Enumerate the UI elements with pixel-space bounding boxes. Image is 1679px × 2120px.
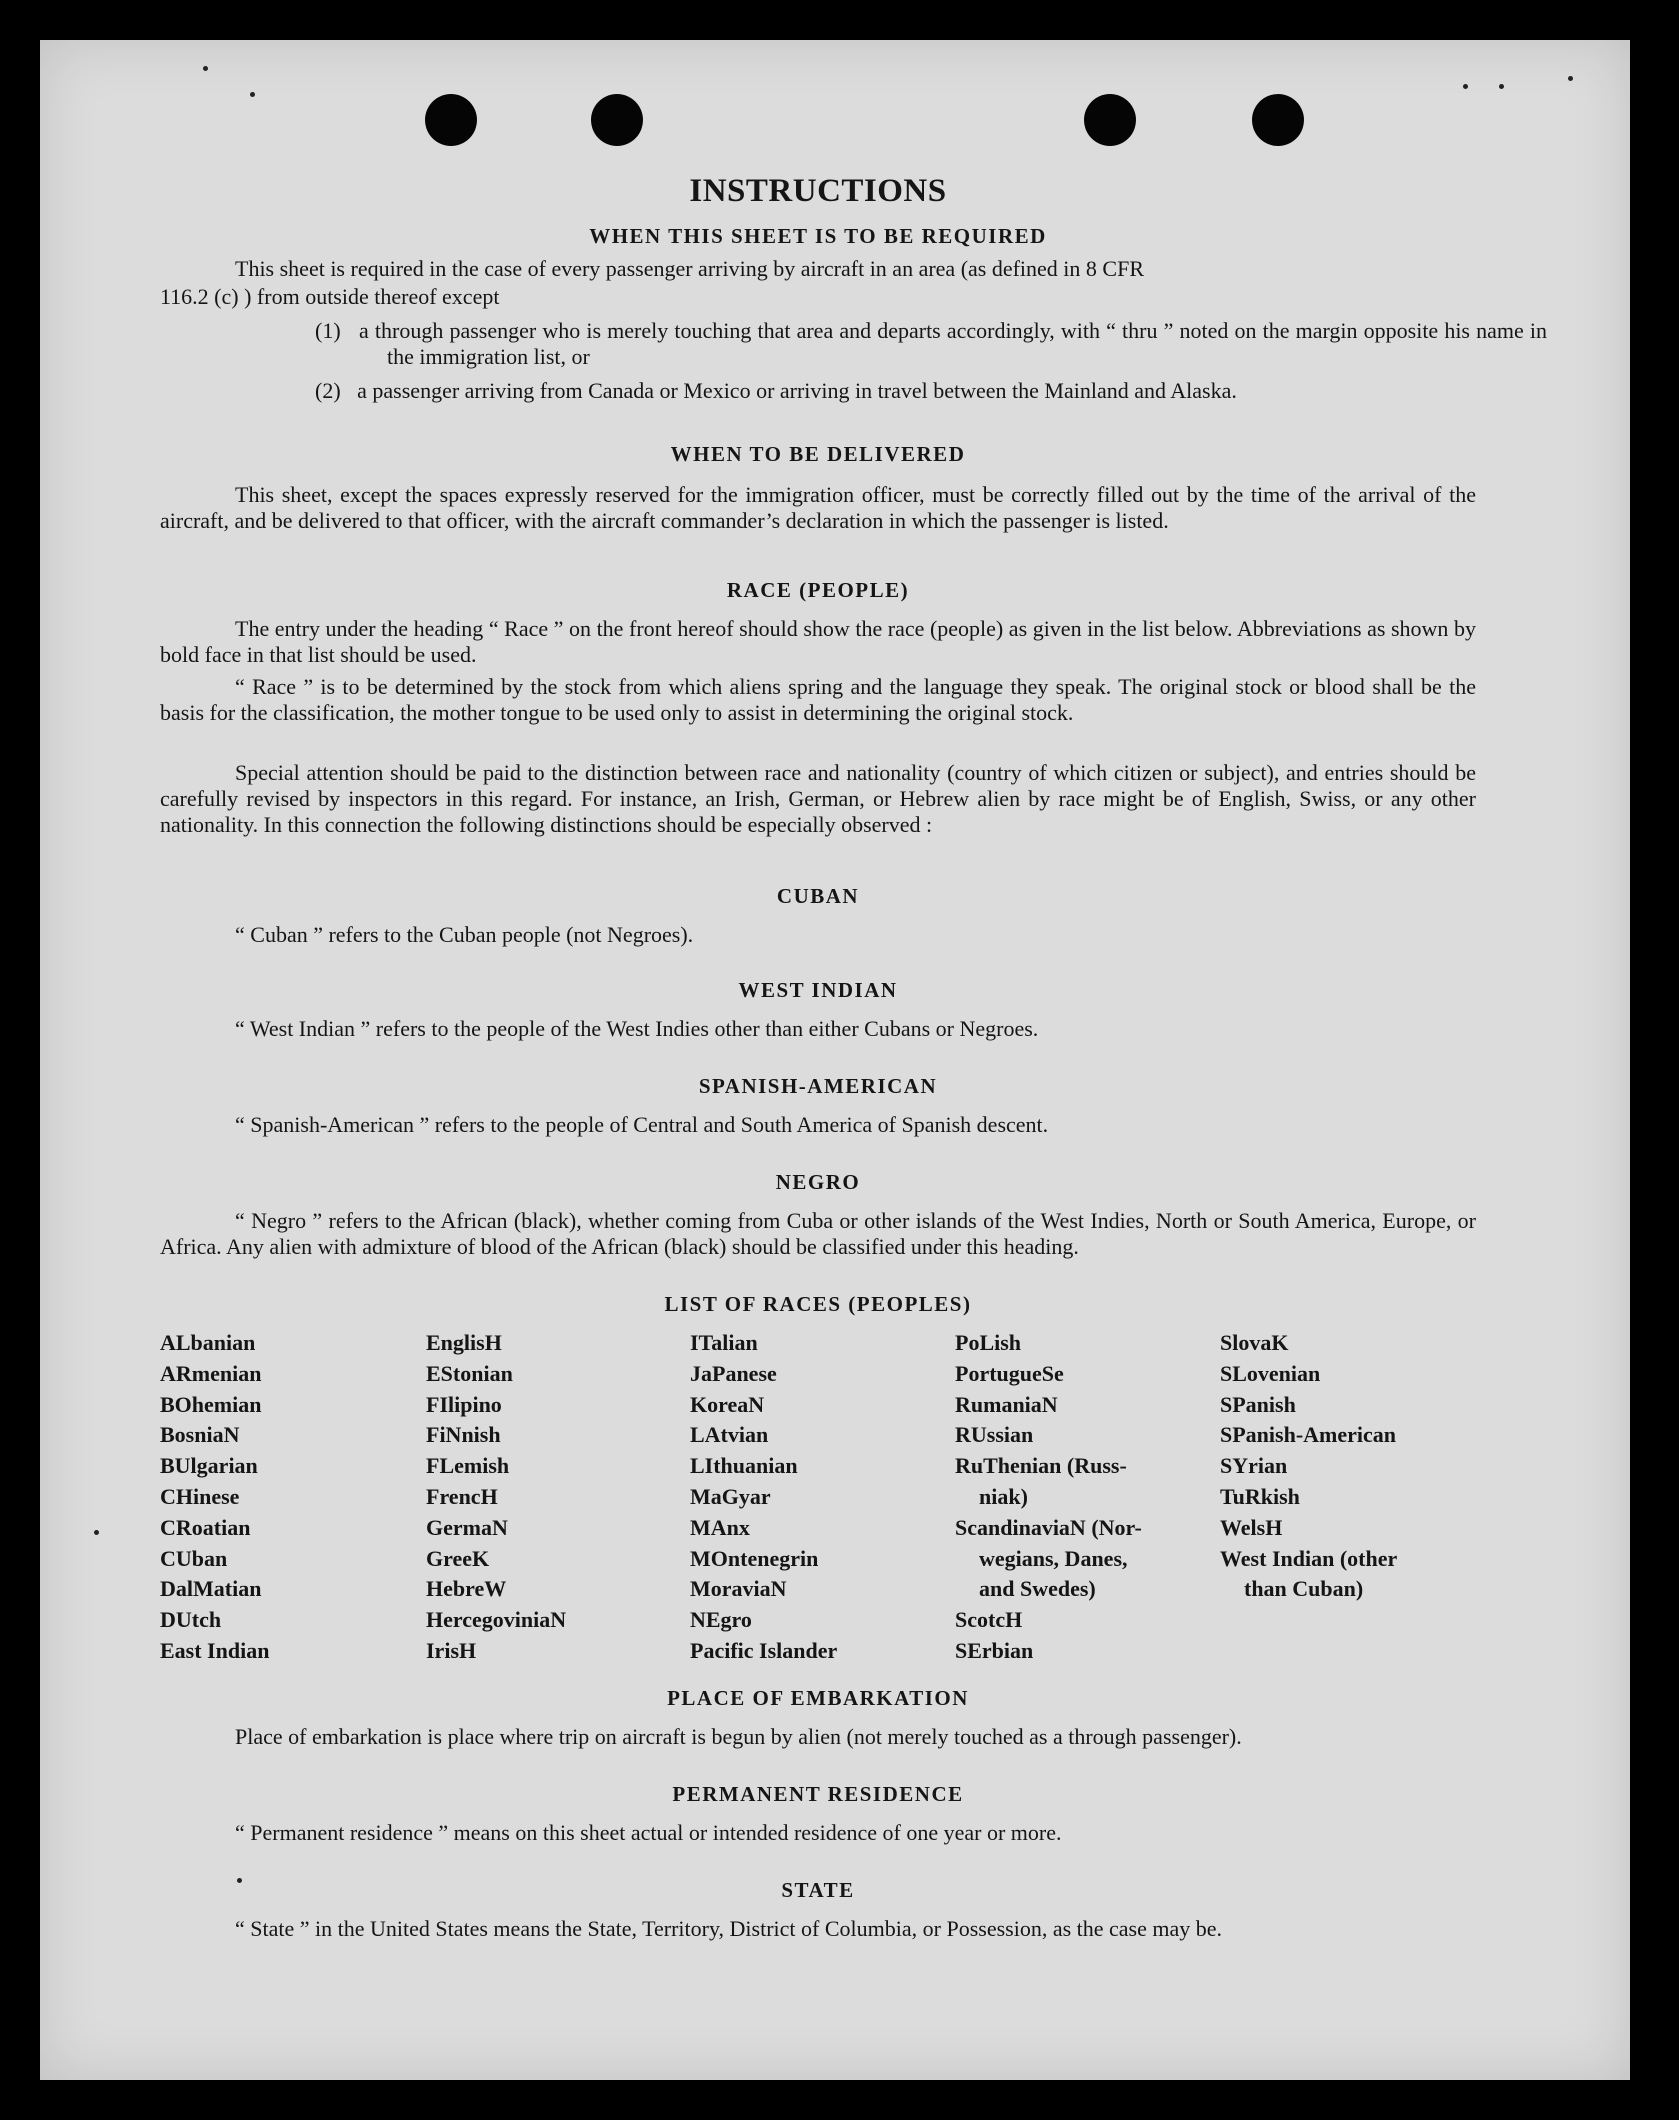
when-required-intro-line2: 116.2 (c) ) from outside thereof except — [160, 284, 500, 309]
race-item: CRoatian — [160, 1514, 251, 1540]
race-item: and Swedes) — [979, 1576, 1096, 1602]
race-item: FIlipino — [426, 1391, 502, 1417]
race-column-3 — [690, 1328, 837, 1667]
when-required-intro: This sheet is required in the case of every passenger arriving by aircraft in an area (as defined in 8 CFR — [235, 256, 1145, 281]
race-item: West Indian (other — [1220, 1545, 1398, 1571]
race-item: MOntenegrin — [690, 1545, 819, 1571]
race-item: SYrian — [1220, 1453, 1288, 1479]
race-item: CHinese — [160, 1483, 240, 1509]
race-item: LIthuanian — [690, 1453, 798, 1479]
race-item: DUtch — [160, 1607, 222, 1633]
race-item: GreeK — [426, 1545, 490, 1571]
race-item: SlovaK — [1220, 1330, 1289, 1355]
punch-hole — [591, 94, 643, 146]
heading-cuban: CUBAN — [776, 884, 860, 908]
when-delivered-text: This sheet, except the spaces expressly reserved for the immigration officer, must be correctly filled out by the time of the arrival of the aircraft, and be delivered to that officer, with the aircraft commander’s declaration in which the passenger is listed. — [160, 482, 1476, 533]
race-item: MaGyar — [690, 1483, 771, 1509]
page-title: INSTRUCTIONS — [689, 173, 947, 209]
race-item: ALbanian — [160, 1330, 256, 1355]
race-column-4 — [955, 1328, 1142, 1667]
race-column-5 — [1220, 1328, 1397, 1605]
race-item: HebreW — [426, 1576, 507, 1602]
race-item: EnglisH — [426, 1330, 502, 1355]
speck — [1499, 84, 1504, 89]
race-item: SPanish — [1220, 1391, 1296, 1417]
heading-west-indian: WEST INDIAN — [738, 978, 898, 1002]
speck — [1463, 84, 1468, 89]
heading-state: STATE — [781, 1878, 855, 1902]
race-item: NEgro — [690, 1607, 752, 1633]
race-item: SPanish-American — [1220, 1422, 1396, 1448]
heading-embarkation: PLACE OF EMBARKATION — [667, 1686, 969, 1710]
race-item: JaPanese — [690, 1360, 777, 1386]
state-text: “ State ” in the United States means the State, Territory, District of Columbia, or Possession, as the case may be. — [235, 1916, 1223, 1941]
heading-spanish-american: SPANISH-AMERICAN — [698, 1074, 938, 1098]
race-item: RumaniaN — [955, 1391, 1058, 1417]
race-para-3: Special attention should be paid to the distinction between race and nationality (country of which citizen or subject), and entries should be carefully revised by inspectors in this regard. For instance, an Irish, German, or Hebrew alien by race might be of English, Swiss, or any other nationality. In this connection the following distinctions should be especially observed : — [160, 760, 1476, 837]
race-column-1 — [160, 1328, 269, 1667]
race-item: KoreaN — [690, 1391, 765, 1417]
race-item: ARmenian — [160, 1360, 262, 1386]
race-item: PoLish — [955, 1330, 1022, 1355]
race-para-1: The entry under the heading “ Race ” on the front hereof should show the race (people) as given in the list below. Abbreviations as shown by bold face in that list should be used. — [160, 616, 1476, 667]
race-item: BosniaN — [160, 1422, 240, 1448]
race-item: FrencH — [426, 1483, 498, 1509]
exception-item-1: (1) a through passenger who is merely touching that area and departs accordingly, with “ thru ” noted on the margin opposite his name in the immigration list, or — [315, 318, 1547, 369]
race-item: LAtvian — [690, 1422, 769, 1448]
race-item: ScotcH — [955, 1607, 1023, 1633]
race-item: HercegoviniaN — [426, 1607, 567, 1633]
speck — [94, 1530, 99, 1535]
race-item: CUban — [160, 1545, 228, 1571]
heading-when-required: WHEN THIS SHEET IS TO BE REQUIRED — [589, 224, 1047, 248]
race-item: than Cuban) — [1244, 1576, 1364, 1602]
heading-negro: NEGRO — [775, 1170, 861, 1194]
exception-item-2: (2) a passenger arriving from Canada or Mexico or arriving in travel between the Mainland and Alaska. — [315, 378, 1237, 403]
race-item: FLemish — [426, 1453, 510, 1479]
west-indian-text: “ West Indian ” refers to the people of the West Indies other than either Cubans or Negroes. — [235, 1016, 1039, 1041]
race-item: SErbian — [955, 1637, 1034, 1663]
speck — [1568, 76, 1573, 81]
embarkation-text: Place of embarkation is place where trip on aircraft is begun by alien (not merely touched as a through passenger). — [235, 1724, 1242, 1749]
race-item: TuRkish — [1220, 1483, 1300, 1509]
race-item: IrisH — [426, 1637, 477, 1663]
race-para-2: “ Race ” is to be determined by the stock from which aliens spring and the language they speak. The original stock or blood shall be the basis for the classification, the mother tongue to be used only to assist in determining the original stock. — [160, 674, 1476, 725]
race-column-2 — [426, 1328, 566, 1667]
race-item: MoraviaN — [690, 1576, 787, 1602]
speck — [203, 66, 208, 71]
heading-race: RACE (PEOPLE) — [726, 578, 910, 602]
punch-hole — [1252, 94, 1304, 146]
residence-text: “ Permanent residence ” means on this sheet actual or intended residence of one year or more. — [235, 1820, 1062, 1845]
negro-text: “ Negro ” refers to the African (black), whether coming from Cuba or other islands of the West Indies, North or South America, Europe, or Africa. Any alien with admixture of blood of the African (black) should be classified under this heading. — [160, 1208, 1476, 1259]
race-item: WelsH — [1220, 1514, 1283, 1540]
race-item: MAnx — [690, 1514, 750, 1540]
race-item: ScandinaviaN (Nor- — [955, 1514, 1142, 1540]
race-item: wegians, Danes, — [979, 1545, 1128, 1571]
race-item: DalMatian — [160, 1576, 262, 1602]
speck — [250, 92, 255, 97]
race-item: ITalian — [690, 1330, 758, 1355]
race-item: RuThenian (Russ- — [955, 1453, 1127, 1479]
race-item: East Indian — [160, 1637, 270, 1663]
cuban-text: “ Cuban ” refers to the Cuban people (not Negroes). — [235, 922, 694, 947]
race-item: PortugueSe — [955, 1360, 1064, 1386]
heading-when-delivered: WHEN TO BE DELIVERED — [670, 442, 966, 466]
spanish-american-text: “ Spanish-American ” refers to the people of Central and South America of Spanish descent. — [235, 1112, 1049, 1137]
heading-list-of-races: LIST OF RACES (PEOPLES) — [664, 1292, 972, 1316]
race-item: BUlgarian — [160, 1453, 258, 1479]
race-item: GermaN — [426, 1514, 508, 1540]
race-item: SLovenian — [1220, 1360, 1321, 1386]
punch-hole — [425, 94, 477, 146]
race-item: FiNnish — [426, 1422, 501, 1448]
race-item: Pacific Islander — [690, 1637, 838, 1663]
race-item: niak) — [979, 1483, 1028, 1509]
punch-hole — [1084, 94, 1136, 146]
race-item: RUssian — [955, 1422, 1034, 1448]
race-item: EStonian — [426, 1360, 513, 1386]
heading-residence: PERMANENT RESIDENCE — [672, 1782, 964, 1806]
race-item: BOhemian — [160, 1391, 262, 1417]
